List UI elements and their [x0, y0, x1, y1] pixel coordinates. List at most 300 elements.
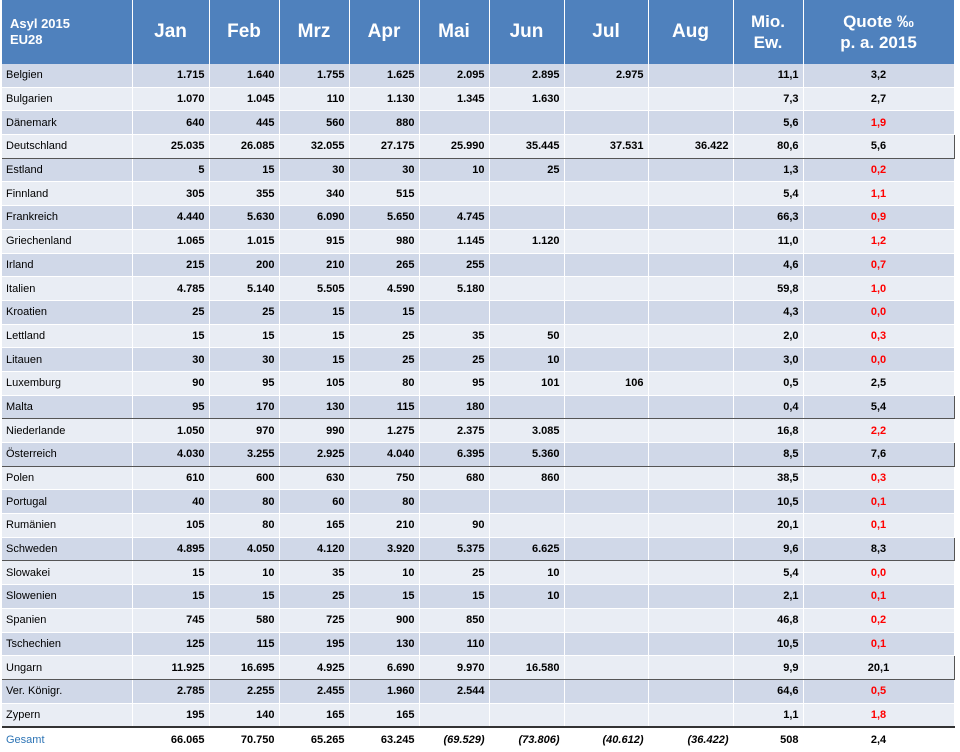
month-value: 1.050	[132, 419, 209, 443]
quote-header-line2: p. a. 2015	[840, 33, 917, 52]
population-value: 5,6	[733, 111, 803, 135]
quote-value: 2,2	[803, 419, 954, 443]
month-value: 4.040	[349, 443, 419, 467]
month-value: 680	[419, 466, 489, 490]
corner-header	[2, 0, 132, 64]
month-value: 26.085	[209, 135, 279, 159]
month-value	[489, 111, 564, 135]
month-value	[564, 253, 648, 277]
population-value: 0,5	[733, 371, 803, 395]
month-value	[489, 182, 564, 206]
month-value	[648, 632, 733, 656]
month-value: 265	[349, 253, 419, 277]
table-row	[2, 537, 954, 561]
month-value: 600	[209, 466, 279, 490]
month-value	[648, 514, 733, 538]
month-value	[489, 608, 564, 632]
month-value: 2.544	[419, 679, 489, 703]
quote-value: 1,9	[803, 111, 954, 135]
month-value: 106	[564, 371, 648, 395]
month-value	[648, 679, 733, 703]
month-value: 30	[132, 348, 209, 372]
month-value: 80	[349, 490, 419, 514]
month-value	[648, 158, 733, 182]
month-value	[564, 419, 648, 443]
month-value: 4.030	[132, 443, 209, 467]
table-row	[2, 348, 954, 372]
month-value: 32.055	[279, 135, 349, 159]
country-name: Ver. Königr.	[2, 679, 132, 703]
total-month-value: (69.529)	[419, 727, 489, 751]
table-row	[2, 371, 954, 395]
quote-value: 1,1	[803, 182, 954, 206]
month-value	[489, 632, 564, 656]
quote-value: 0,5	[803, 679, 954, 703]
table-row	[2, 703, 954, 727]
table-row	[2, 277, 954, 301]
month-value	[489, 395, 564, 419]
population-value: 10,5	[733, 490, 803, 514]
country-name: Slowenien	[2, 585, 132, 609]
month-value: 4.745	[419, 206, 489, 230]
month-value: 610	[132, 466, 209, 490]
total-month-value: (36.422)	[648, 727, 733, 751]
total-month-value: 63.245	[349, 727, 419, 751]
total-month-value: 70.750	[209, 727, 279, 751]
total-month-value: (40.612)	[564, 727, 648, 751]
quote-value: 7,6	[803, 443, 954, 467]
month-value: 4.440	[132, 206, 209, 230]
country-name: Polen	[2, 466, 132, 490]
country-name: Bulgarien	[2, 87, 132, 111]
month-value: 445	[209, 111, 279, 135]
population-value: 46,8	[733, 608, 803, 632]
month-value	[648, 537, 733, 561]
quote-value: 0,1	[803, 490, 954, 514]
country-name: Belgien	[2, 64, 132, 87]
month-value: 5.630	[209, 206, 279, 230]
month-value	[564, 561, 648, 585]
table-row	[2, 632, 954, 656]
population-header-line2: Ew.	[753, 33, 783, 52]
population-value: 3,0	[733, 348, 803, 372]
month-value	[648, 585, 733, 609]
month-value	[648, 206, 733, 230]
month-value: 27.175	[349, 135, 419, 159]
month-value	[648, 300, 733, 324]
month-value: 560	[279, 111, 349, 135]
month-value: 16.580	[489, 656, 564, 680]
month-value: 95	[132, 395, 209, 419]
month-value: 15	[349, 300, 419, 324]
month-value: 25	[489, 158, 564, 182]
month-value	[564, 158, 648, 182]
month-value: 5.140	[209, 277, 279, 301]
total-label: Gesamt	[2, 727, 132, 751]
header-row	[2, 0, 954, 64]
month-value	[489, 277, 564, 301]
month-value: 195	[279, 632, 349, 656]
month-value: 80	[209, 490, 279, 514]
quote-value: 5,6	[803, 135, 954, 159]
month-value	[648, 64, 733, 87]
month-value	[419, 703, 489, 727]
month-value: 30	[209, 348, 279, 372]
month-value	[564, 679, 648, 703]
quote-header-line1: Quote ‰	[843, 12, 914, 31]
quote-value: 0,9	[803, 206, 954, 230]
quote-value: 0,1	[803, 585, 954, 609]
month-value	[648, 324, 733, 348]
table-row	[2, 253, 954, 277]
month-header: Feb	[209, 0, 279, 64]
month-value: 15	[209, 324, 279, 348]
month-value	[489, 253, 564, 277]
month-value: 6.625	[489, 537, 564, 561]
month-value: 980	[349, 229, 419, 253]
month-value	[564, 300, 648, 324]
month-value: 115	[209, 632, 279, 656]
month-value: 2.785	[132, 679, 209, 703]
country-name: Kroatien	[2, 300, 132, 324]
quote-value: 8,3	[803, 537, 954, 561]
month-value: 90	[419, 514, 489, 538]
month-value: 2.975	[564, 64, 648, 87]
month-value: 1.755	[279, 64, 349, 87]
month-header: Aug	[648, 0, 733, 64]
month-value	[489, 514, 564, 538]
table-row	[2, 64, 954, 87]
month-value: 15	[132, 561, 209, 585]
country-name: Schweden	[2, 537, 132, 561]
month-value	[419, 182, 489, 206]
month-value: 110	[279, 87, 349, 111]
country-name: Griechenland	[2, 229, 132, 253]
quote-value: 0,0	[803, 300, 954, 324]
country-name: Malta	[2, 395, 132, 419]
quote-value: 0,7	[803, 253, 954, 277]
month-value: 25	[349, 324, 419, 348]
country-name: Irland	[2, 253, 132, 277]
country-name: Slowakei	[2, 561, 132, 585]
month-value: 40	[132, 490, 209, 514]
month-value: 30	[279, 158, 349, 182]
month-value: 15	[279, 300, 349, 324]
table-row	[2, 608, 954, 632]
month-value: 4.590	[349, 277, 419, 301]
month-value: 915	[279, 229, 349, 253]
month-value	[564, 87, 648, 111]
month-value: 25	[419, 561, 489, 585]
month-value: 4.050	[209, 537, 279, 561]
month-value: 95	[419, 371, 489, 395]
month-value	[564, 229, 648, 253]
month-value: 1.640	[209, 64, 279, 87]
population-value: 10,5	[733, 632, 803, 656]
quote-value: 0,0	[803, 348, 954, 372]
month-value	[419, 111, 489, 135]
month-value: 215	[132, 253, 209, 277]
month-value	[564, 632, 648, 656]
country-name: Frankreich	[2, 206, 132, 230]
month-value: 1.130	[349, 87, 419, 111]
total-quote: 2,4	[803, 727, 954, 751]
month-value: 990	[279, 419, 349, 443]
month-value	[648, 419, 733, 443]
month-value: 105	[279, 371, 349, 395]
month-value	[648, 229, 733, 253]
month-value: 3.920	[349, 537, 419, 561]
month-value: 50	[489, 324, 564, 348]
table-row	[2, 419, 954, 443]
month-value: 4.785	[132, 277, 209, 301]
table-row	[2, 443, 954, 467]
table-row	[2, 300, 954, 324]
month-value: 340	[279, 182, 349, 206]
country-name: Lettland	[2, 324, 132, 348]
month-value: 355	[209, 182, 279, 206]
month-value: 5.505	[279, 277, 349, 301]
quote-value: 5,4	[803, 395, 954, 419]
month-value	[564, 537, 648, 561]
month-value: 15	[209, 158, 279, 182]
month-value	[564, 608, 648, 632]
month-value	[648, 656, 733, 680]
month-value: 130	[279, 395, 349, 419]
month-value: 101	[489, 371, 564, 395]
population-value: 66,3	[733, 206, 803, 230]
population-value: 11,0	[733, 229, 803, 253]
population-value: 38,5	[733, 466, 803, 490]
month-value: 105	[132, 514, 209, 538]
table-row	[2, 229, 954, 253]
month-value: 140	[209, 703, 279, 727]
month-value	[648, 348, 733, 372]
month-value: 10	[349, 561, 419, 585]
population-value: 2,0	[733, 324, 803, 348]
month-value: 15	[279, 324, 349, 348]
country-name: Österreich	[2, 443, 132, 467]
month-value: 15	[132, 585, 209, 609]
table-row	[2, 158, 954, 182]
month-value: 1.715	[132, 64, 209, 87]
month-value: 4.120	[279, 537, 349, 561]
population-value: 9,9	[733, 656, 803, 680]
month-value: 195	[132, 703, 209, 727]
month-header: Jun	[489, 0, 564, 64]
month-value	[648, 253, 733, 277]
month-value: 10	[489, 561, 564, 585]
month-value: 2.895	[489, 64, 564, 87]
month-value: 5.375	[419, 537, 489, 561]
month-value: 115	[349, 395, 419, 419]
month-value: 25	[279, 585, 349, 609]
month-value	[648, 371, 733, 395]
month-value: 36.422	[648, 135, 733, 159]
month-value: 1.625	[349, 64, 419, 87]
quote-value: 1,0	[803, 277, 954, 301]
quote-value: 20,1	[803, 656, 954, 680]
population-value: 1,1	[733, 703, 803, 727]
quote-value: 0,3	[803, 466, 954, 490]
month-value	[564, 182, 648, 206]
corner-title: Asyl 2015	[10, 16, 70, 31]
month-value	[419, 490, 489, 514]
total-month-value: (73.806)	[489, 727, 564, 751]
total-row	[2, 727, 954, 751]
quote-value: 0,2	[803, 608, 954, 632]
month-value: 210	[349, 514, 419, 538]
month-value	[564, 443, 648, 467]
month-value: 200	[209, 253, 279, 277]
population-value: 1,3	[733, 158, 803, 182]
month-value: 3.085	[489, 419, 564, 443]
month-value	[489, 703, 564, 727]
month-value	[648, 608, 733, 632]
month-value	[564, 348, 648, 372]
month-value: 25.990	[419, 135, 489, 159]
month-value: 1.960	[349, 679, 419, 703]
table-row	[2, 324, 954, 348]
table-body	[2, 64, 954, 751]
month-value: 170	[209, 395, 279, 419]
month-value: 15	[132, 324, 209, 348]
month-value: 10	[489, 348, 564, 372]
total-population: 508	[733, 727, 803, 751]
population-value: 11,1	[733, 64, 803, 87]
month-value: 10	[209, 561, 279, 585]
quote-value: 0,3	[803, 324, 954, 348]
month-value: 2.255	[209, 679, 279, 703]
population-value: 80,6	[733, 135, 803, 159]
table-row	[2, 585, 954, 609]
month-value: 880	[349, 111, 419, 135]
month-value: 1.070	[132, 87, 209, 111]
month-value: 165	[279, 703, 349, 727]
month-value: 640	[132, 111, 209, 135]
month-value: 25	[349, 348, 419, 372]
month-value: 80	[209, 514, 279, 538]
month-value: 35.445	[489, 135, 564, 159]
month-value: 2.375	[419, 419, 489, 443]
month-value: 165	[279, 514, 349, 538]
month-value	[564, 395, 648, 419]
month-value: 255	[419, 253, 489, 277]
month-value	[648, 87, 733, 111]
month-value: 10	[419, 158, 489, 182]
month-value	[564, 490, 648, 514]
month-value	[564, 703, 648, 727]
quote-value: 1,8	[803, 703, 954, 727]
month-value	[564, 466, 648, 490]
total-month-value: 66.065	[132, 727, 209, 751]
quote-value: 2,7	[803, 87, 954, 111]
month-header: Apr	[349, 0, 419, 64]
month-value: 1.630	[489, 87, 564, 111]
country-name: Dänemark	[2, 111, 132, 135]
month-value: 2.455	[279, 679, 349, 703]
population-value: 16,8	[733, 419, 803, 443]
corner-subtitle: EU28	[10, 32, 43, 47]
month-value: 1.015	[209, 229, 279, 253]
country-name: Deutschland	[2, 135, 132, 159]
quote-value: 0,2	[803, 158, 954, 182]
month-value	[564, 324, 648, 348]
month-value: 900	[349, 608, 419, 632]
country-name: Ungarn	[2, 656, 132, 680]
month-value: 850	[419, 608, 489, 632]
month-value	[489, 490, 564, 514]
country-name: Spanien	[2, 608, 132, 632]
month-header: Mrz	[279, 0, 349, 64]
table-row	[2, 490, 954, 514]
month-value: 95	[209, 371, 279, 395]
month-value: 10	[489, 585, 564, 609]
quote-value: 0,0	[803, 561, 954, 585]
table-row	[2, 656, 954, 680]
month-value: 1.345	[419, 87, 489, 111]
population-value: 20,1	[733, 514, 803, 538]
month-value: 90	[132, 371, 209, 395]
month-header: Mai	[419, 0, 489, 64]
month-value	[489, 679, 564, 703]
month-value: 2.925	[279, 443, 349, 467]
country-name: Finnland	[2, 182, 132, 206]
population-value: 9,6	[733, 537, 803, 561]
month-value: 3.255	[209, 443, 279, 467]
month-value	[564, 111, 648, 135]
table-row	[2, 561, 954, 585]
month-value: 35	[279, 561, 349, 585]
month-value	[648, 490, 733, 514]
population-value: 64,6	[733, 679, 803, 703]
month-value	[648, 703, 733, 727]
month-value: 515	[349, 182, 419, 206]
month-value	[648, 443, 733, 467]
quote-value: 3,2	[803, 64, 954, 87]
quote-value: 0,1	[803, 632, 954, 656]
country-name: Portugal	[2, 490, 132, 514]
table-row	[2, 679, 954, 703]
table-row	[2, 87, 954, 111]
month-value: 165	[349, 703, 419, 727]
month-value	[489, 206, 564, 230]
quote-value: 1,2	[803, 229, 954, 253]
population-value: 8,5	[733, 443, 803, 467]
month-value: 6.395	[419, 443, 489, 467]
month-value: 130	[349, 632, 419, 656]
month-value: 80	[349, 371, 419, 395]
month-value: 60	[279, 490, 349, 514]
country-name: Rumänien	[2, 514, 132, 538]
month-value	[648, 111, 733, 135]
table-row	[2, 514, 954, 538]
month-value: 125	[132, 632, 209, 656]
month-value: 9.970	[419, 656, 489, 680]
population-value: 5,4	[733, 561, 803, 585]
month-value: 4.925	[279, 656, 349, 680]
month-value: 25	[419, 348, 489, 372]
quote-value: 0,1	[803, 514, 954, 538]
population-value: 4,3	[733, 300, 803, 324]
month-value: 15	[209, 585, 279, 609]
population-value: 5,4	[733, 182, 803, 206]
month-value: 110	[419, 632, 489, 656]
month-value: 4.895	[132, 537, 209, 561]
month-value: 15	[279, 348, 349, 372]
quote-header	[803, 0, 954, 64]
table-row	[2, 111, 954, 135]
